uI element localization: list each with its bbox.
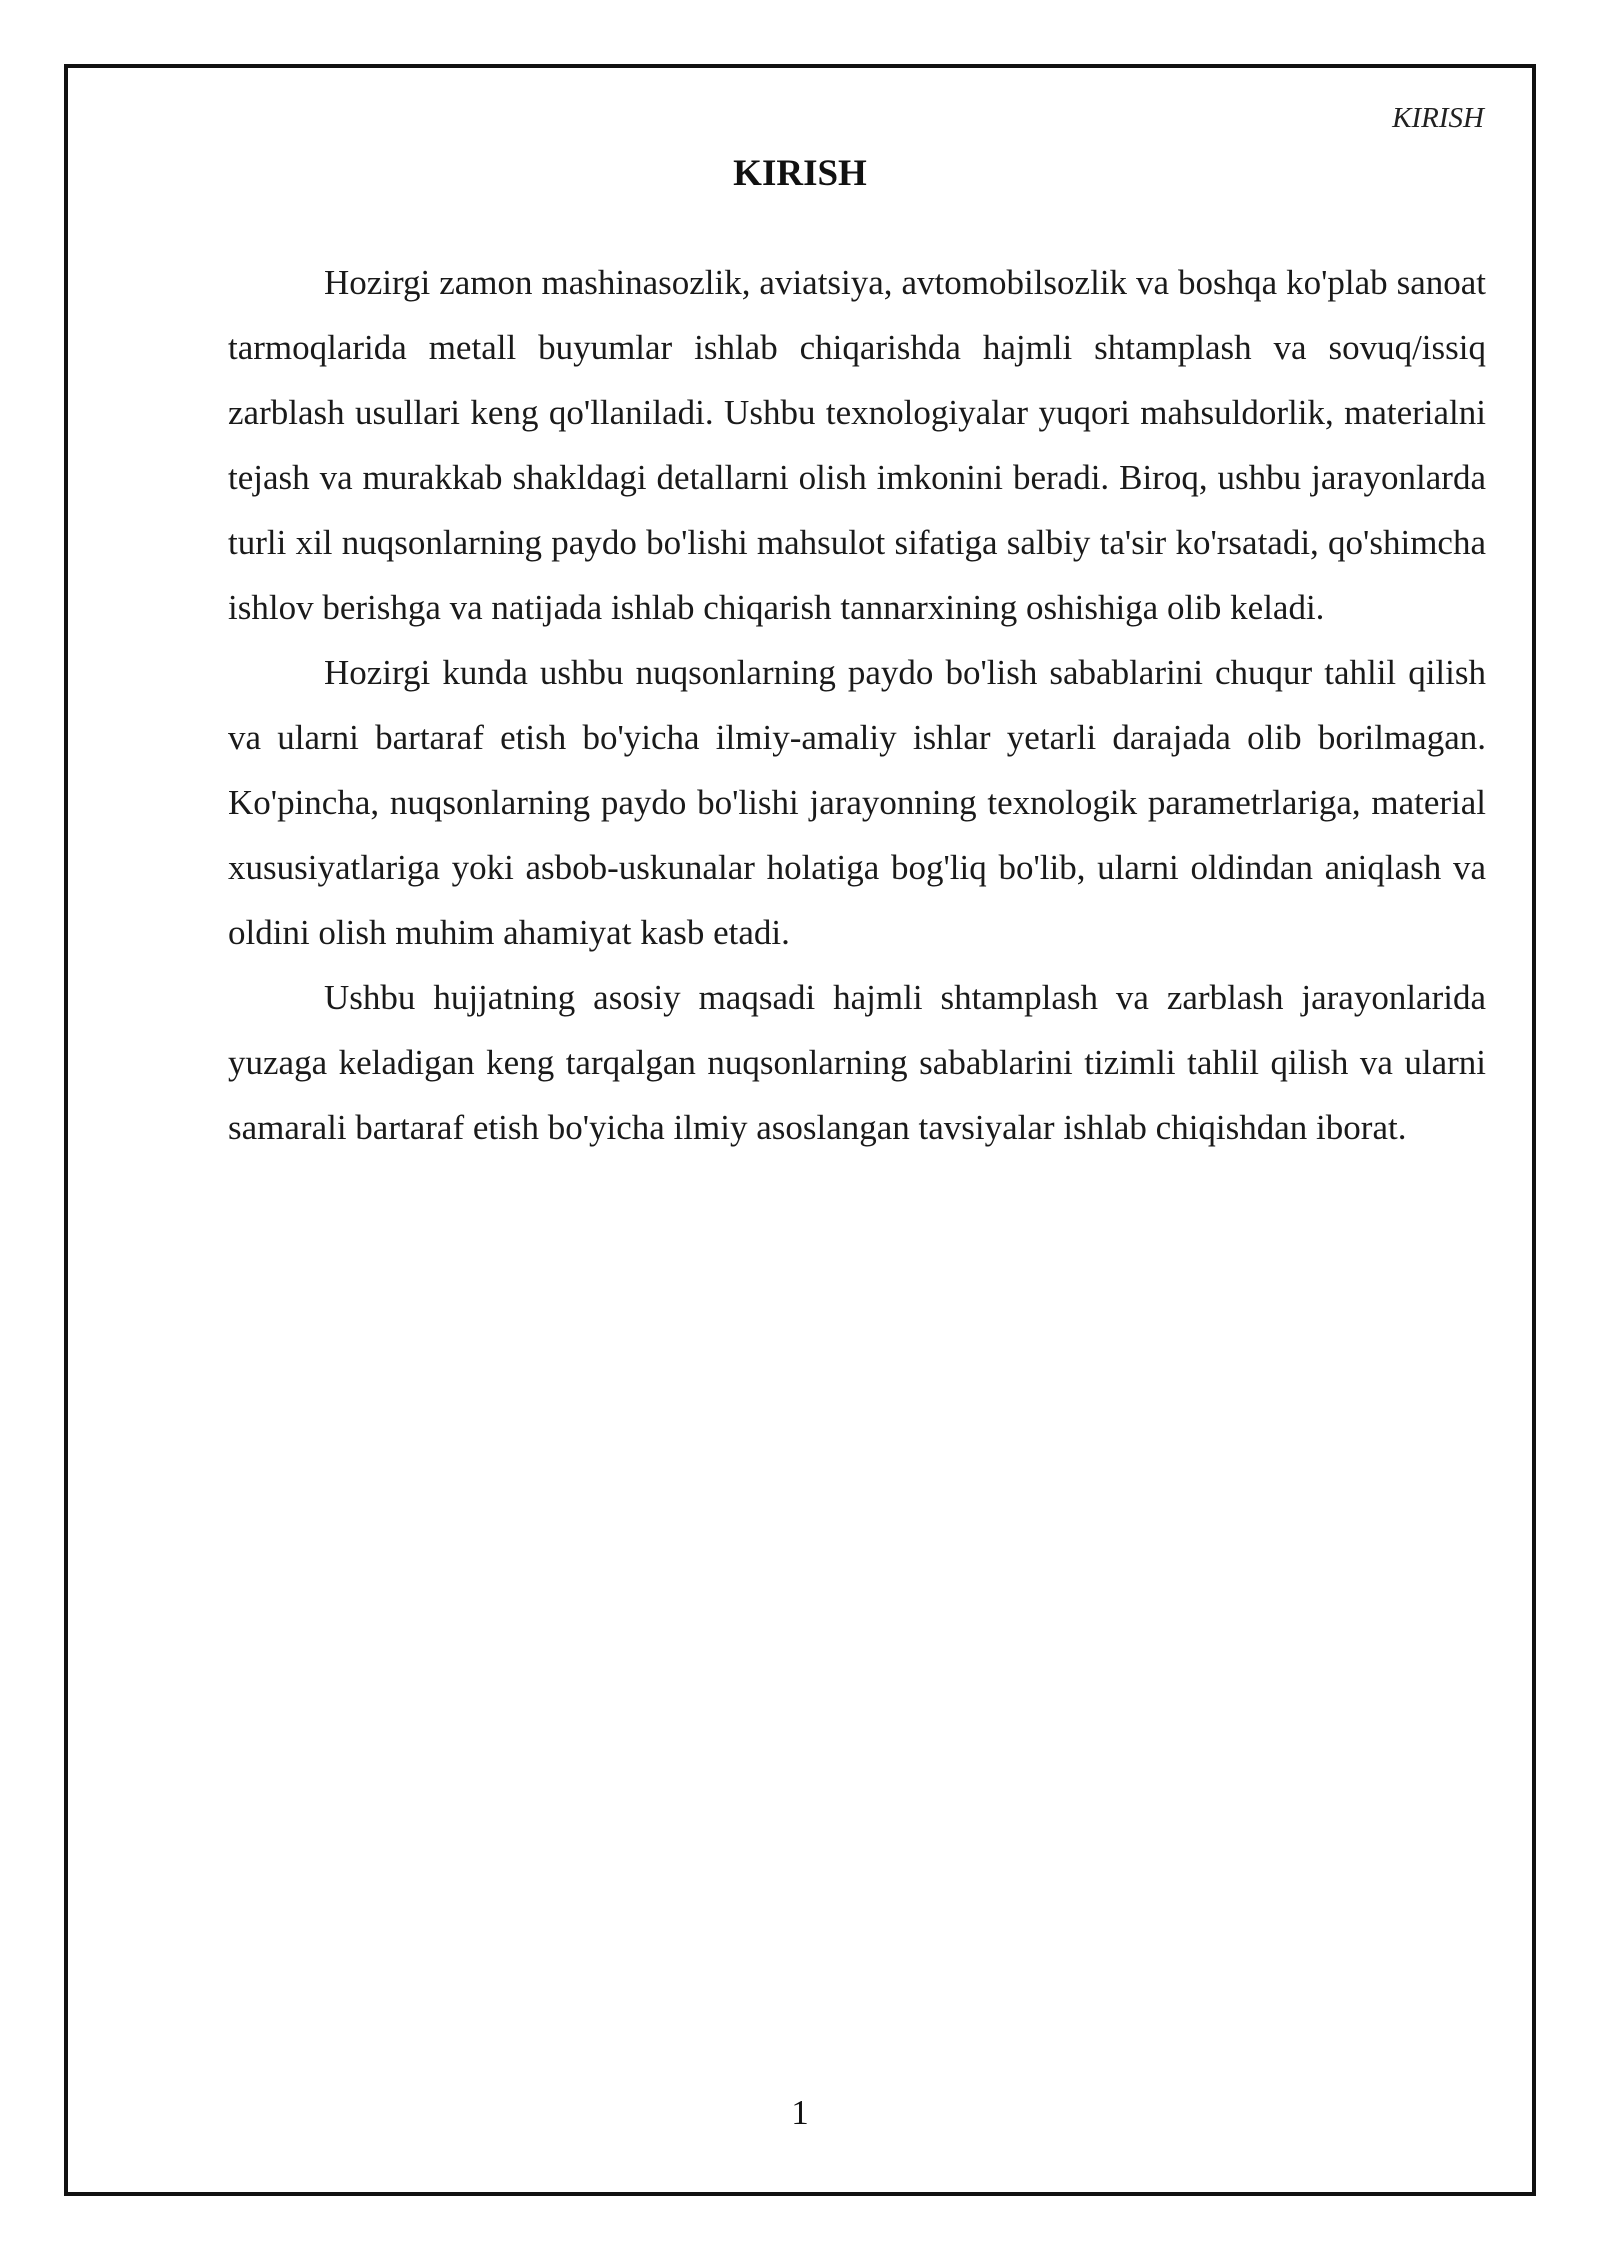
paragraph: Hozirgi kunda ushbu nuqsonlarning paydo bo'lish sabablarini chuqur tahlil qilish va ularni bartaraf etish bo'yicha ilmiy-amaliy ishlar yetarli darajada olib borilmagan. Ko'pincha, nuqsonlarning paydo bo'lishi jarayonning texnologik parametrlariga, material xususiyatlariga yoki asbob-uskunalar holatiga bog'liq bo'lib, ularni oldindan aniqlash va oldini olish muhim ahamiyat kasb etadi. [228, 653, 1486, 952]
page-title: KIRISH [733, 153, 867, 194]
paragraph: Ushbu hujjatning asosiy maqsadi hajmli shtamplash va zarblash jarayonlarida yuzaga keladigan keng tarqalgan nuqsonlarning sabablarini tizimli tahlil qilish va ularni samarali bartaraf etish bo'yicha ilmiy asoslangan tavsiyalar ishlab chiqishdan iborat. [228, 978, 1486, 1147]
page-number: 1 [791, 2093, 809, 2132]
paragraph: Hozirgi zamon mashinasozlik, aviatsiya, avtomobilsozlik va boshqa ko'plab sanoat tarmoqlarida metall buyumlar ishlab chiqarishda hajmli shtamplash va sovuq/issiq zarblash usullari keng qo'llaniladi. Ushbu texnologiyalar yuqori mahsuldorlik, materialni tejash va murakkab shakldagi detallarni olish imkonini beradi. Biroq, ushbu jarayonlarda turli xil nuqsonlarning paydo bo'lishi mahsulot sifatiga salbiy ta'sir ko'rsatadi, qo'shimcha ishlov berishga va natijada ishlab chiqarish tannarxining oshishiga olib keladi. [228, 263, 1486, 627]
running-header: KIRISH [1392, 102, 1484, 134]
page-border [64, 64, 1536, 2196]
body-text [228, 250, 1486, 1160]
